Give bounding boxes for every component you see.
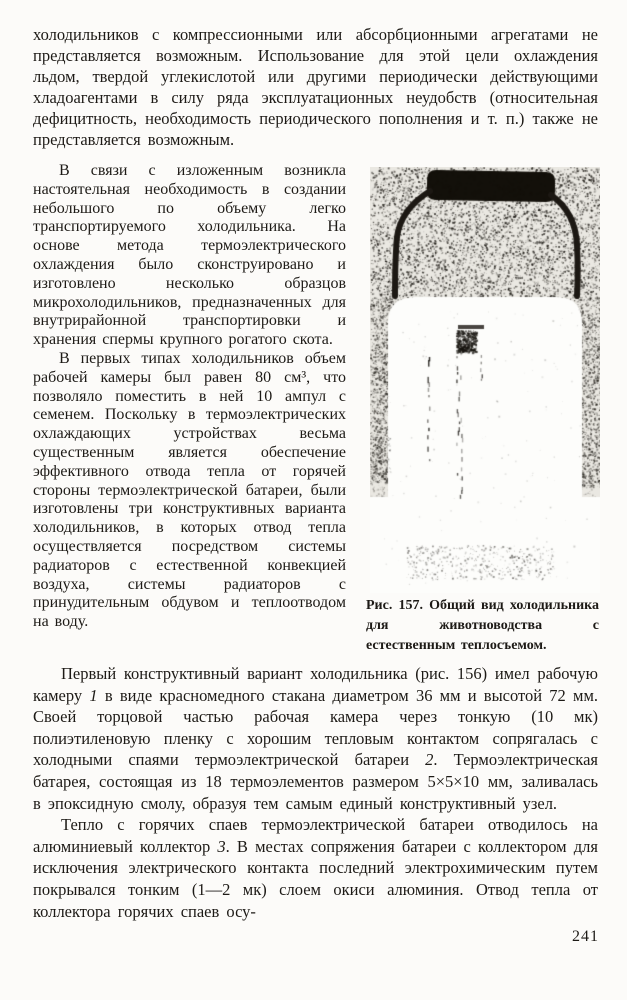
top-paragraph: холодильников с компрессионными или абсорбционными агрегатами не представляется возможным. Использование для этой цели охлаждения льдом, твердой углекислотой или другими периодически действующими хладоагентами в силу ряда эксплуатационных неудобств (относительная дефицитность, необходимость периодического пополнения и т. п.) также не представляется возможным.	[33, 25, 598, 149]
body-paragraph-1: Первый конструктивный вариант холодильника (рис. 156) имел рабочую камеру 1 в виде красномедного стакана диаметром 36 мм и высотой 72 мм. Своей торцовой частью рабочая камера через тонкую (10 мк) полиэтиленовую пленку с хорошим тепловым контактом сопрягалась с холодными спаями термоэлектрической батареи 2. Термоэлектрическая батарея, состоящая из 18 термоэлементов размером 5×5×10 мм, заливалась в эпоксидную смолу, образуя тем самым единый конструктивный узел.	[33, 664, 599, 813]
bottom-text-block	[33, 663, 598, 922]
page-number: 241	[572, 928, 599, 945]
figure-caption: Рис. 157. Общий вид холодильника для животноводства с естественным теплосъемом.	[366, 598, 599, 653]
body-paragraph-2: Тепло с горячих спаев термоэлектрической батареи отводилось на алюминиевый коллектор 3. В местах сопряжения батареи с коллектором для исключения электрического контакта последний электрохимическим путем покрывался тонким (1—2 мк) слоем окиси алюминия. Отвод тепла от коллектора горячих спаев осу-	[33, 815, 598, 921]
refrigerator-photo	[370, 167, 600, 593]
column-paragraph-1: В связи с изложенным возникла настоятельная необходимость в создании небольшого по объему легко транспортируемого холодильника. На основе метода термоэлектрического охлаждения было сконструировано и изготовлено несколько образцов микрохолодильников, предназначенных для внутрирайонной транспортировки и хранения спермы крупного рогатого скота.	[33, 162, 346, 349]
figure-157	[370, 167, 600, 593]
left-text-column	[33, 162, 346, 667]
column-paragraph-2: В первых типах холодильников объем рабочей камеры был равен 80 см³, что позволяло поместить в ней 10 ампул с семенем. Поскольку в термоэлектрических охлаждающих устройствах весьма существенным является обеспечение эффективного отвода тепла от горячей стороны термоэлектрической батареи, были изготовлены три конструктивных варианта холодильников, в которых отвод тепла осуществляется посредством системы радиаторов с естественной конвекцией воздуха, системы радиаторов с принудительным обдувом и теплоотводом на воду.	[33, 349, 346, 631]
